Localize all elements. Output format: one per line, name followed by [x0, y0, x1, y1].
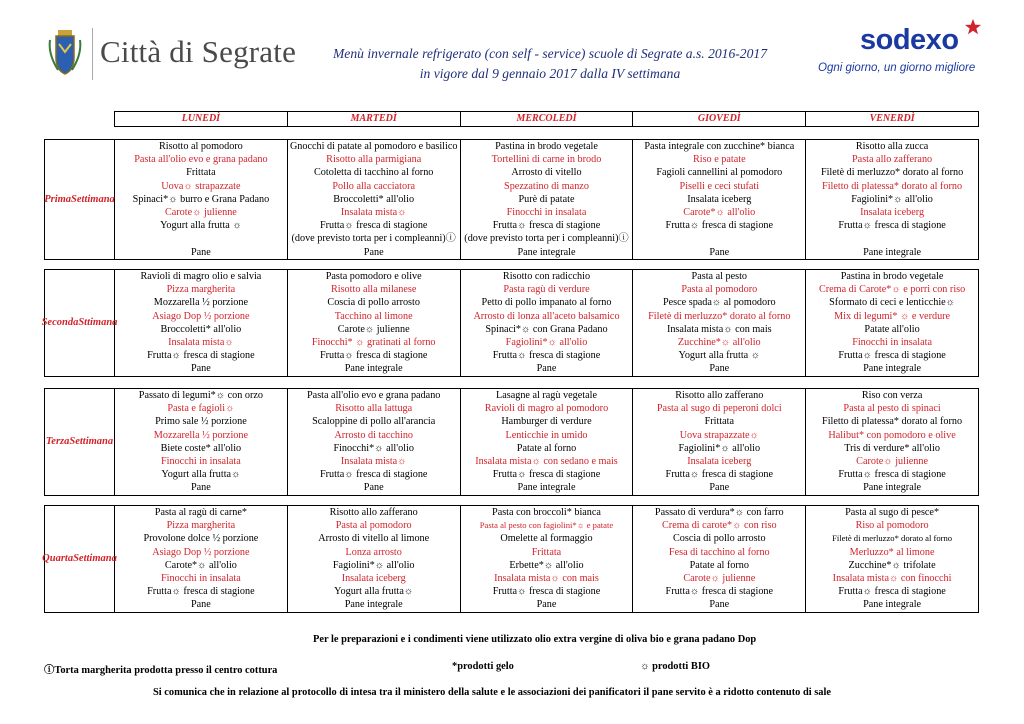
menu-item: Pasta ragù di verdure: [503, 284, 590, 296]
menu-item: Insalata mista☼: [340, 206, 407, 218]
day-menu-cell: [287, 270, 460, 376]
menu-item: Carote☼ julienne: [164, 206, 237, 218]
menu-item: Insalata iceberg: [341, 572, 406, 584]
menu-item: [115, 232, 287, 245]
menu-item: Scaloppine di pollo all'arancia: [312, 416, 436, 428]
menu-item: Frutta☼ fresca di stagione: [838, 220, 946, 232]
menu-item: Pane: [190, 482, 211, 494]
week-label-line1: Terza: [45, 436, 70, 448]
menu-item: Pastina in brodo vegetale: [495, 141, 598, 152]
day-header: VENERDÌ: [805, 112, 978, 126]
menu-item: Broccoletti* all'olio: [160, 323, 242, 335]
menu-item: Frutta☼ fresca di stagione: [492, 350, 601, 362]
menu-item: Pane integrale: [863, 246, 922, 258]
menu-item: Frittata: [531, 546, 562, 558]
menu-item: Petto di pollo impanato al forno: [481, 297, 612, 309]
menu-item: Carote☼ julienne: [856, 455, 929, 467]
menu-item: Carote☼ julienne: [337, 323, 410, 335]
day-menu-cell: [460, 270, 633, 376]
menu-item: Pasta con broccoli* bianca: [492, 507, 601, 518]
day-header: GIOVEDÌ: [632, 112, 805, 126]
menu-item: Frutta☼ fresca di stagione: [492, 220, 601, 232]
menu-item: Patate al forno: [516, 442, 577, 454]
menu-item: Pane integrale: [344, 599, 403, 611]
menu-item: Frutta☼ fresca di stagione: [147, 586, 255, 598]
menu-item: Yogurt alla frutta ☼: [678, 350, 761, 362]
menu-item: Piselli e ceci stufati: [679, 180, 760, 192]
day-menu-cell: [460, 506, 633, 612]
menu-item: Provolone dolce ½ porzione: [143, 533, 259, 545]
day-menu-cell: [805, 140, 978, 259]
menu-item: Insalata iceberg: [860, 206, 925, 218]
menu-item: Filetè di merluzzo* dorato al forno: [832, 533, 953, 544]
menu-item: Arrosto di vitello al limone: [318, 533, 430, 545]
menu-item: Frutta☼ fresca di stagione: [492, 586, 601, 598]
menu-item: Fagiolini*☼ all'olio: [851, 193, 933, 205]
menu-item: Risotto al pomodoro: [159, 141, 243, 152]
menu-item: Pane: [709, 363, 730, 375]
day-menu-cell: [115, 506, 287, 612]
menu-item: Zucchine*☼ all'olio: [677, 336, 761, 348]
week-label-line1: Quarta: [42, 553, 74, 565]
menu-item: Mozzarella ½ porzione: [153, 429, 248, 441]
menu-item: Pane integrale: [863, 363, 922, 375]
menu-item: Pasta al pesto di spinaci: [843, 403, 941, 415]
menu-item: Insalata mista☼ con finocchi: [832, 572, 952, 584]
menu-item: Erbette*☼ all'olio: [509, 559, 584, 571]
menu-item: Pasta all'olio evo e grana padano: [307, 390, 441, 401]
menu-item: [633, 232, 805, 245]
menu-item: Pizza margherita: [166, 520, 236, 532]
menu-item: Passato di legumi*☼ con orzo: [138, 390, 263, 401]
menu-item: Carote☼ julienne: [683, 572, 756, 584]
menu-item: Lonza arrosto: [345, 546, 402, 558]
menu-item: Sformato di ceci e lenticchie☼: [829, 297, 956, 309]
day-menu-cell: [287, 140, 460, 259]
menu-item: Pane: [190, 599, 211, 611]
week-label: [41, 270, 118, 376]
day-menu-cell: [805, 506, 978, 612]
week-label-line1: Prima: [44, 193, 72, 205]
header-divider: [92, 28, 93, 80]
menu-item: [806, 232, 978, 245]
menu-item: Insalata iceberg: [687, 193, 752, 205]
menu-item: Pasta al pesto con fagiolini*☼ e patate: [479, 520, 614, 531]
day-menu-cell: [805, 270, 978, 376]
menu-item: Risotto alla zucca: [855, 141, 929, 152]
menu-item: Pasta integrale con zucchine* bianca: [644, 141, 795, 152]
menu-item: Passato di verdura*☼ con farro: [654, 507, 784, 518]
menu-item: Finocchi in insalata: [506, 206, 587, 218]
menu-item: Pane: [363, 246, 384, 258]
sodexo-logo: [818, 18, 988, 82]
day-menu-cell: [632, 389, 805, 495]
menu-item: Insalata mista☼ con sedano e mais: [475, 455, 618, 467]
sodexo-star-icon: [964, 18, 982, 36]
menu-item: Frutta☼ fresca di stagione: [492, 469, 601, 481]
menu-item: Pasta al sugo di pesce*: [845, 507, 940, 518]
menu-item: (dove previsto torta per i compleanni)ⓘ: [291, 233, 456, 245]
menu-item: Insalata mista☼: [168, 336, 234, 348]
menu-item: Finocchi*☼ all'olio: [333, 442, 414, 454]
menu-item: Coscia di pollo arrosto: [673, 533, 766, 545]
menu-item: Carote*☼ all'olio: [683, 206, 756, 218]
menu-item: Mix di legumi* ☼ e verdure: [834, 310, 951, 322]
week-label-line1: Seconda: [41, 317, 79, 329]
menu-item: Frutta☼ fresca di stagione: [665, 469, 774, 481]
torta-note: ⓘTorta margherita prodotta presso il centro cottura: [44, 665, 278, 676]
menu-item: Insalata mista☼ con mais: [666, 323, 772, 335]
menu-item: Pane: [536, 599, 557, 611]
menu-item: Spinaci*☼ burro e Grana Padano: [132, 193, 270, 205]
menu-item: Cotoletta di tacchino al forno: [314, 167, 434, 179]
menu-item: Yogurt alla frutta☼: [334, 586, 414, 598]
menu-item: Pizza margherita: [166, 284, 236, 296]
menu-item: Patate al forno: [689, 559, 749, 571]
menu-item: Lenticchie in umido: [505, 429, 588, 441]
day-menu-cell: [632, 140, 805, 259]
menu-item: Pasta al pomodoro: [335, 520, 412, 532]
menu-item: Pane integrale: [344, 363, 403, 375]
menu-item: Uova strapazzate☼: [679, 429, 759, 441]
menu-item: Risotto allo zafferano: [675, 390, 764, 401]
menu-item: Fesa di tacchino al forno: [668, 546, 770, 558]
menu-item: Frutta☼ fresca di stagione: [147, 350, 255, 362]
day-header: LUNEDÌ: [181, 113, 221, 124]
menu-item: Pane integrale: [863, 599, 922, 611]
week-label-line2: Sttimana: [78, 317, 118, 329]
menu-item: Pane: [190, 246, 211, 258]
menu-item: Yogurt alla frutta ☼: [160, 220, 242, 232]
week-label: [45, 389, 115, 495]
city-name: Città di Segrate: [100, 34, 297, 69]
menu-item: Coscia di pollo arrosto: [327, 297, 420, 309]
menu-item: Pesce spada☼ al pomodoro: [662, 297, 776, 309]
menu-item: Filetè di merluzzo* dorato al forno: [648, 310, 791, 322]
menu-item: Risotto con radicchio: [502, 271, 591, 282]
menu-item: Riso al pomodoro: [855, 520, 929, 532]
menu-item: Gnocchi di patate al pomodoro e basilico: [289, 141, 458, 152]
week-label-line2: Settimana: [73, 553, 117, 565]
menu-item: Pane: [190, 363, 211, 375]
day-menu-cell: [115, 140, 287, 259]
menu-item: Insalata iceberg: [687, 455, 752, 467]
day-menu-cell: [115, 270, 287, 376]
menu-item: Arrosto di vitello: [511, 167, 582, 179]
menu-item: Pasta al sugo di peperoni dolci: [656, 403, 782, 415]
menu-item: Pane integrale: [863, 482, 922, 494]
day-menu-cell: [287, 389, 460, 495]
menu-item: Pollo alla cacciatora: [332, 180, 415, 192]
menu-item: Pane: [709, 599, 730, 611]
menu-item: Risotto allo zafferano: [329, 507, 418, 518]
menu-item: Pasta e fagioli☼: [167, 403, 235, 415]
day-header: MERCOLEDÌ: [460, 112, 633, 126]
menu-item: Insalata mista☼: [340, 455, 407, 467]
week-block: [44, 505, 979, 613]
days-header-row: [114, 111, 979, 127]
bio-note: ☼ prodotti BIO: [640, 661, 710, 672]
menu-item: Riso e patate: [692, 154, 746, 166]
menu-item: Risotto alla lattuga: [335, 403, 413, 415]
menu-item: Crema di carote*☼ con riso: [662, 520, 777, 532]
day-menu-cell: [287, 506, 460, 612]
menu-item: Ravioli di magro al pomodoro: [484, 403, 609, 415]
menu-item: Uova☼ strapazzate: [161, 180, 241, 192]
menu-item: Patate all'olio: [864, 323, 920, 335]
menu-item: Pasta al pesto: [691, 271, 748, 282]
menu-item: Frutta☼ fresca di stagione: [838, 350, 946, 362]
menu-item: Fagiolini*☼ all'olio: [332, 559, 415, 571]
oil-note: Per le preparazioni e i condimenti viene utilizzato olio extra vergine di oliva bio e grana padano Dop: [313, 634, 757, 645]
menu-item: Omelette al formaggio: [500, 533, 593, 545]
menu-item: Asiago Dop ½ porzione: [152, 310, 250, 322]
menu-item: Filetto di platessa* dorato al forno: [822, 416, 963, 428]
day-menu-cell: [632, 506, 805, 612]
menu-item: Pastina in brodo vegetale: [840, 271, 944, 282]
menu-item: Risotto alla milanese: [330, 284, 417, 296]
menu-item: Pasta al ragù di carne*: [154, 507, 247, 518]
menu-item: Pane: [536, 363, 557, 375]
menu-item: Spinaci*☼ con Grana Padano: [485, 323, 608, 335]
menu-item: Pasta allo zafferano: [852, 154, 933, 166]
menu-item: Lasagne al ragù vegetale: [496, 390, 597, 401]
menu-item: Asiago Dop ½ porzione: [152, 546, 250, 558]
sodexo-logo-word: sodexo: [860, 24, 959, 56]
menu-item: Filetto di platessa* dorato al forno: [822, 180, 963, 192]
menu-item: Halibut* con pomodoro e olive: [828, 429, 956, 441]
menu-item: Frittata: [186, 167, 216, 179]
day-menu-cell: [460, 140, 633, 259]
menu-item: Carote*☼ all'olio: [164, 559, 237, 571]
menu-item: Tortellini di carne in brodo: [491, 154, 602, 166]
menu-item: Crema di Carote*☼ e porri con riso: [818, 284, 966, 296]
menu-item: Primo sale ½ porzione: [155, 416, 247, 428]
menu-item: Risotto alla parmigiana: [326, 154, 422, 166]
city-crest-icon: [48, 30, 82, 76]
day-menu-cell: [115, 389, 287, 495]
menu-item: Frutta☼ fresca di stagione: [665, 220, 774, 232]
menu-item: Insalata mista☼ con mais: [494, 572, 599, 584]
menu-item: Zucchine*☼ trifolate: [848, 559, 936, 571]
menu-item: Ravioli di magro olio e salvia: [140, 271, 262, 282]
menu-item: Pane: [709, 482, 730, 494]
menu-item: Mozzarella ½ porzione: [153, 297, 248, 309]
week-block: [41, 269, 979, 377]
menu-item: Yogurt alla frutta☼: [161, 469, 241, 481]
menu-title-line2: in vigore dal 9 gennaio 2017 dalla IV settimana: [419, 66, 681, 81]
menu-item: Pasta al pomodoro: [681, 284, 758, 296]
menu-item: Hamburger di verdure: [501, 416, 592, 428]
day-header: MARTEDÌ: [287, 112, 460, 126]
menu-item: Frutta☼ fresca di stagione: [319, 469, 428, 481]
menu-item: Arrosto di tacchino: [334, 429, 414, 441]
menu-item: (dove previsto torta per i compleanni)ⓘ: [464, 233, 629, 245]
menu-item: Frittata: [704, 416, 734, 428]
sodexo-tagline: Ogni giorno, un giorno migliore: [818, 62, 976, 74]
menu-item: Pasta pomodoro e olive: [325, 271, 422, 282]
menu-item: Fagiolini*☼ all'olio: [505, 336, 588, 348]
menu-item: Frutta☼ fresca di stagione: [838, 586, 946, 598]
week-label-line2: Settimana: [71, 193, 115, 205]
day-menu-cell: [805, 389, 978, 495]
menu-item: Spezzatino di manzo: [504, 180, 589, 192]
menu-item: Filetè di merluzzo* dorato al forno: [820, 167, 964, 179]
menu-item: Frutta☼ fresca di stagione: [319, 220, 428, 232]
week-label: [45, 140, 115, 259]
day-menu-cell: [460, 389, 633, 495]
menu-item: Tacchino al limone: [334, 310, 413, 322]
menu-item: Pane: [709, 246, 730, 258]
menu-item: Frutta☼ fresca di stagione: [319, 350, 428, 362]
menu-item: Frutta☼ fresca di stagione: [665, 586, 774, 598]
menu-item: Fagioli cannellini al pomodoro: [656, 167, 783, 179]
menu-item: Pasta all'olio evo e grana padano: [134, 154, 268, 166]
menu-item: Fagiolini*☼ all'olio: [678, 442, 761, 454]
menu-item: Finocchi in insalata: [161, 572, 241, 584]
week-block: [44, 139, 979, 260]
menu-item: Broccoletti* all'olio: [333, 193, 415, 205]
menu-item: Merluzzo* al limone: [849, 546, 935, 558]
week-label-line2: Settimana: [69, 436, 114, 448]
menu-item: Biete coste* all'olio: [160, 442, 242, 454]
menu-title: [320, 44, 780, 84]
week-block: [44, 388, 979, 496]
menu-item: Pane integrale: [517, 246, 576, 258]
menu-title-line1: Menù invernale refrigerato (con self - service) scuole di Segrate a.s. 2016-2017: [332, 46, 767, 61]
menu-item: Pane integrale: [517, 482, 576, 494]
day-menu-cell: [632, 270, 805, 376]
menu-item: Finocchi in insalata: [161, 455, 241, 467]
bread-note: Si comunica che in relazione al protocollo di intesa tra il ministero della salute e le associazioni dei panificatori il pane servito è a ridotto contenuto di sale: [153, 687, 831, 698]
week-label: [42, 506, 117, 612]
menu-item: Finocchi in insalata: [852, 336, 932, 348]
menu-item: Arrosto di lonza all'aceto balsamico: [473, 310, 620, 322]
menu-item: Pane: [363, 482, 384, 494]
menu-item: Finocchi* ☼ gratinati al forno: [311, 336, 436, 348]
menu-item: Riso con verza: [861, 390, 923, 401]
menu-item: Tris di verdure* all'olio: [844, 442, 940, 454]
gelo-note: *prodotti gelo: [452, 661, 514, 672]
menu-item: Frutta☼ fresca di stagione: [838, 469, 946, 481]
menu-item: Purè di patate: [518, 193, 575, 205]
